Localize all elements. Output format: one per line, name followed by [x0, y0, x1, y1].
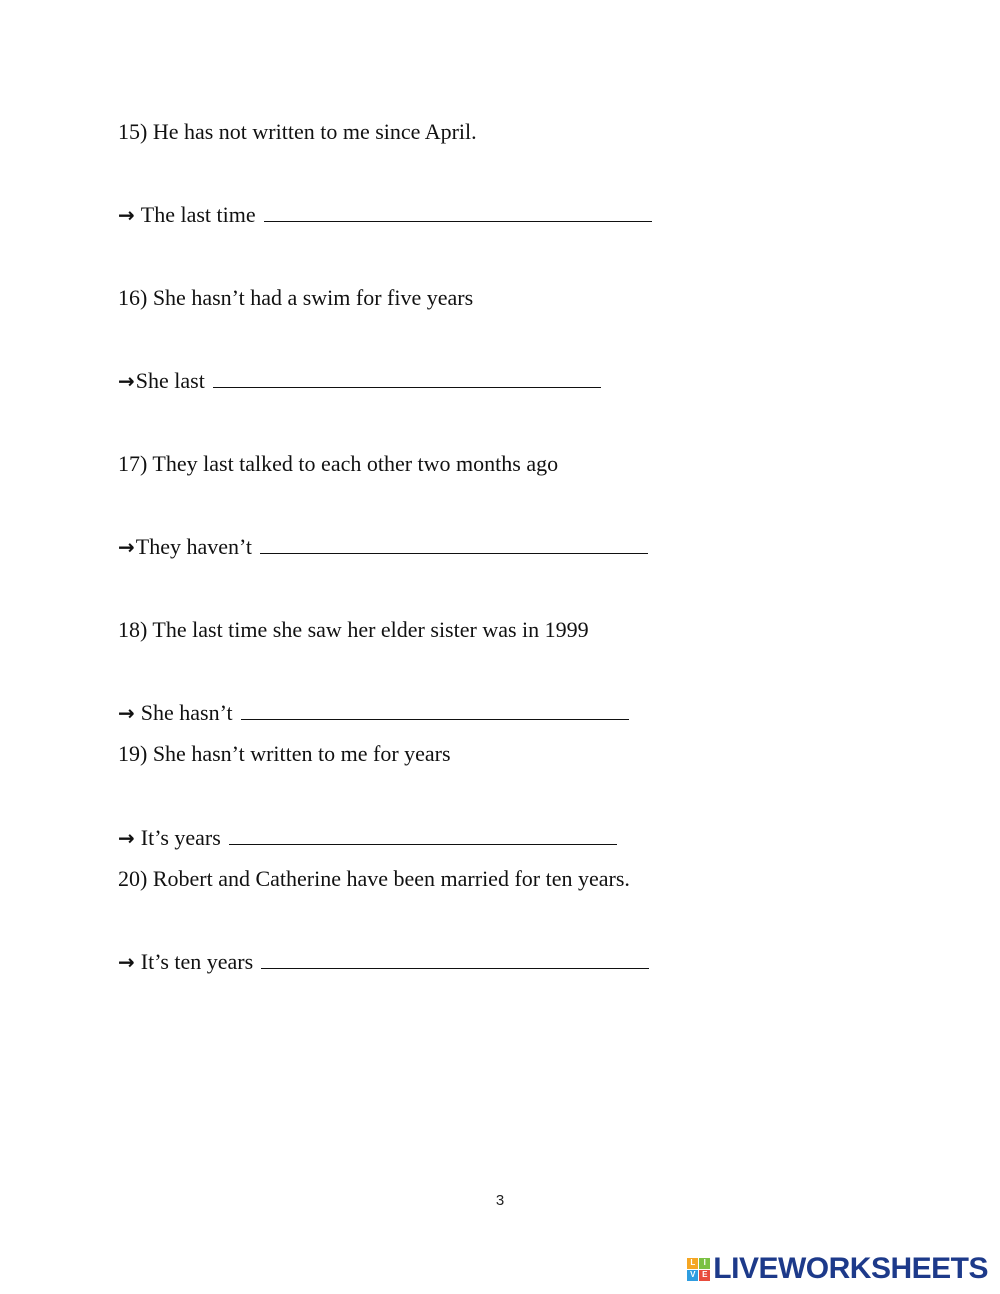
liveworksheets-icon [687, 1258, 710, 1281]
logo-tile: E [699, 1270, 710, 1281]
exercise-20-answer [118, 948, 649, 976]
exercise-16-prompt: 16) She hasn’t had a swim for five years [118, 285, 474, 310]
exercise-19-prompt: 19) She hasn’t written to me for years [118, 741, 451, 766]
arrow-icon: → [118, 369, 135, 393]
exercise-17-prompt: 17) They last talked to each other two months ago [118, 451, 559, 476]
arrow-icon: → [118, 535, 135, 559]
answer-blank[interactable] [261, 948, 649, 969]
exercise-17-answer [118, 533, 648, 561]
answer-stem: The last time [140, 202, 256, 227]
arrow-icon: → [118, 950, 135, 974]
exercise-20-prompt: 20) Robert and Catherine have been married for ten years. [118, 866, 630, 891]
answer-blank[interactable] [260, 533, 648, 554]
exercise-15-answer [118, 201, 652, 229]
answer-stem: It’s ten years [140, 949, 254, 974]
answer-blank[interactable] [229, 824, 617, 845]
answer-blank[interactable] [213, 367, 601, 388]
answer-stem: She hasn’t [140, 700, 233, 725]
exercise-16-answer [118, 367, 601, 395]
page-number: 3 [495, 1192, 505, 1209]
liveworksheets-logo [687, 1252, 988, 1286]
logo-tile: V [687, 1270, 698, 1281]
arrow-icon: → [118, 203, 135, 227]
arrow-icon: → [118, 701, 135, 725]
answer-stem: She last [135, 368, 205, 393]
exercise-15-prompt: 15) He has not written to me since April. [118, 119, 477, 144]
answer-stem: They haven’t [135, 534, 253, 559]
exercise-18-answer [118, 699, 629, 727]
answer-blank[interactable] [264, 201, 652, 222]
exercise-18-prompt: 18) The last time she saw her elder sister was in 1999 [118, 617, 589, 642]
logo-tile: L [687, 1258, 698, 1269]
exercise-19-answer [118, 824, 617, 852]
brand-name: LIVEWORKSHEETS [713, 1252, 988, 1285]
answer-stem: It’s years [140, 825, 221, 850]
arrow-icon: → [118, 826, 135, 850]
answer-blank[interactable] [241, 699, 629, 720]
logo-tile: I [699, 1258, 710, 1269]
